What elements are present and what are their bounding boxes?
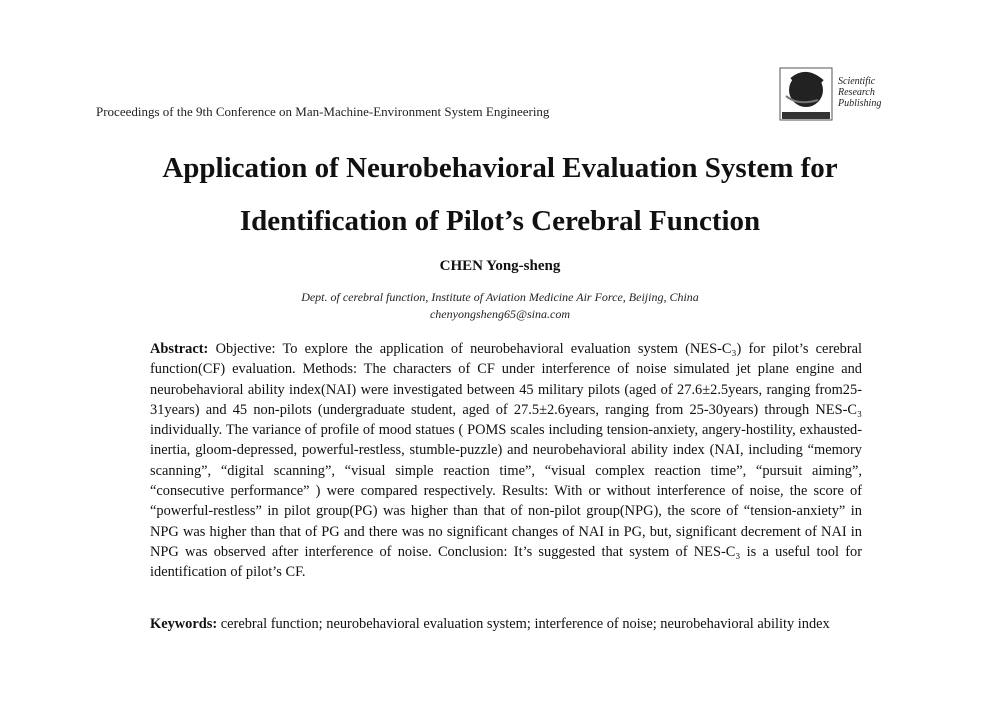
- publisher-name: [838, 76, 881, 109]
- abstract-label: Abstract:: [150, 341, 209, 357]
- paper-title-line-1: Application of Neurobehavioral Evaluation System for: [162, 152, 838, 184]
- keywords-label: Keywords:: [150, 616, 218, 632]
- publisher-line: Publishing: [838, 98, 882, 109]
- publisher-line: Scientific: [838, 76, 876, 87]
- keywords-paragraph: [150, 614, 862, 634]
- publisher-block: [778, 66, 881, 122]
- publisher-line: Research: [838, 87, 875, 98]
- publisher-logo-icon: [778, 66, 834, 122]
- abstract-paragraph: [150, 339, 862, 583]
- keywords-text: cerebral function; neurobehavioral evaluation system; interference of noise; neurobehavioral ability index: [220, 616, 830, 632]
- abstract-text: Objective: To explore the application of neurobehavioral evaluation system (NES-C₃) for pilot’s cerebral function(CF) evaluation. Methods: The characters of CF under interference of noise simulated jet plane engine and neurobehavioral ability index(NAI) were investigated between 45 military pilots (aged of 27.6±2.5years, ranging from25-31years) and 45 non-pilots (undergraduate student, aged of 27.5±2.6years, ranging from 25-30years) through NES-C₃ individually. The variance of profile of mood statues ( POMS scales including tension-anxiety, angery-hostility, exhausted-inertia, gloom-depressed, powerful-restless, stumble-puzzle) and neurobehavioral ability index (NAI, including “memory scanning”, “digital scanning”, “visual simple reaction time”, “visual complex reaction time”, “pursuit aiming”, “consecutive performance” ) were compared respectively. Results: With or without interference of noise, the score of “powerful-restless” in pilot group(PG) was higher than that of non-pilot group(NPG), the score of “tension-anxiety” in NPG was higher than that of PG and there was no significant changes of NAI in PG, but, significant decrement of NAI in NPG was observed after interference of noise. Conclusion: It’s suggested that system of NES-C₃ is a useful tool for identification of pilot’s CF.: [150, 341, 862, 581]
- conference-header: Proceedings of the 9th Conference on Man-Machine-Environment System Engineering: [96, 104, 550, 119]
- paper-title-line-2: Identification of Pilot’s Cerebral Function: [239, 205, 761, 237]
- author-name: CHEN Yong-sheng: [439, 258, 561, 274]
- author-affiliation: Dept. of cerebral function, Institute of Aviation Medicine Air Force, Beijing, China: [301, 290, 699, 304]
- author-email: chenyongsheng65@sina.com: [429, 307, 570, 321]
